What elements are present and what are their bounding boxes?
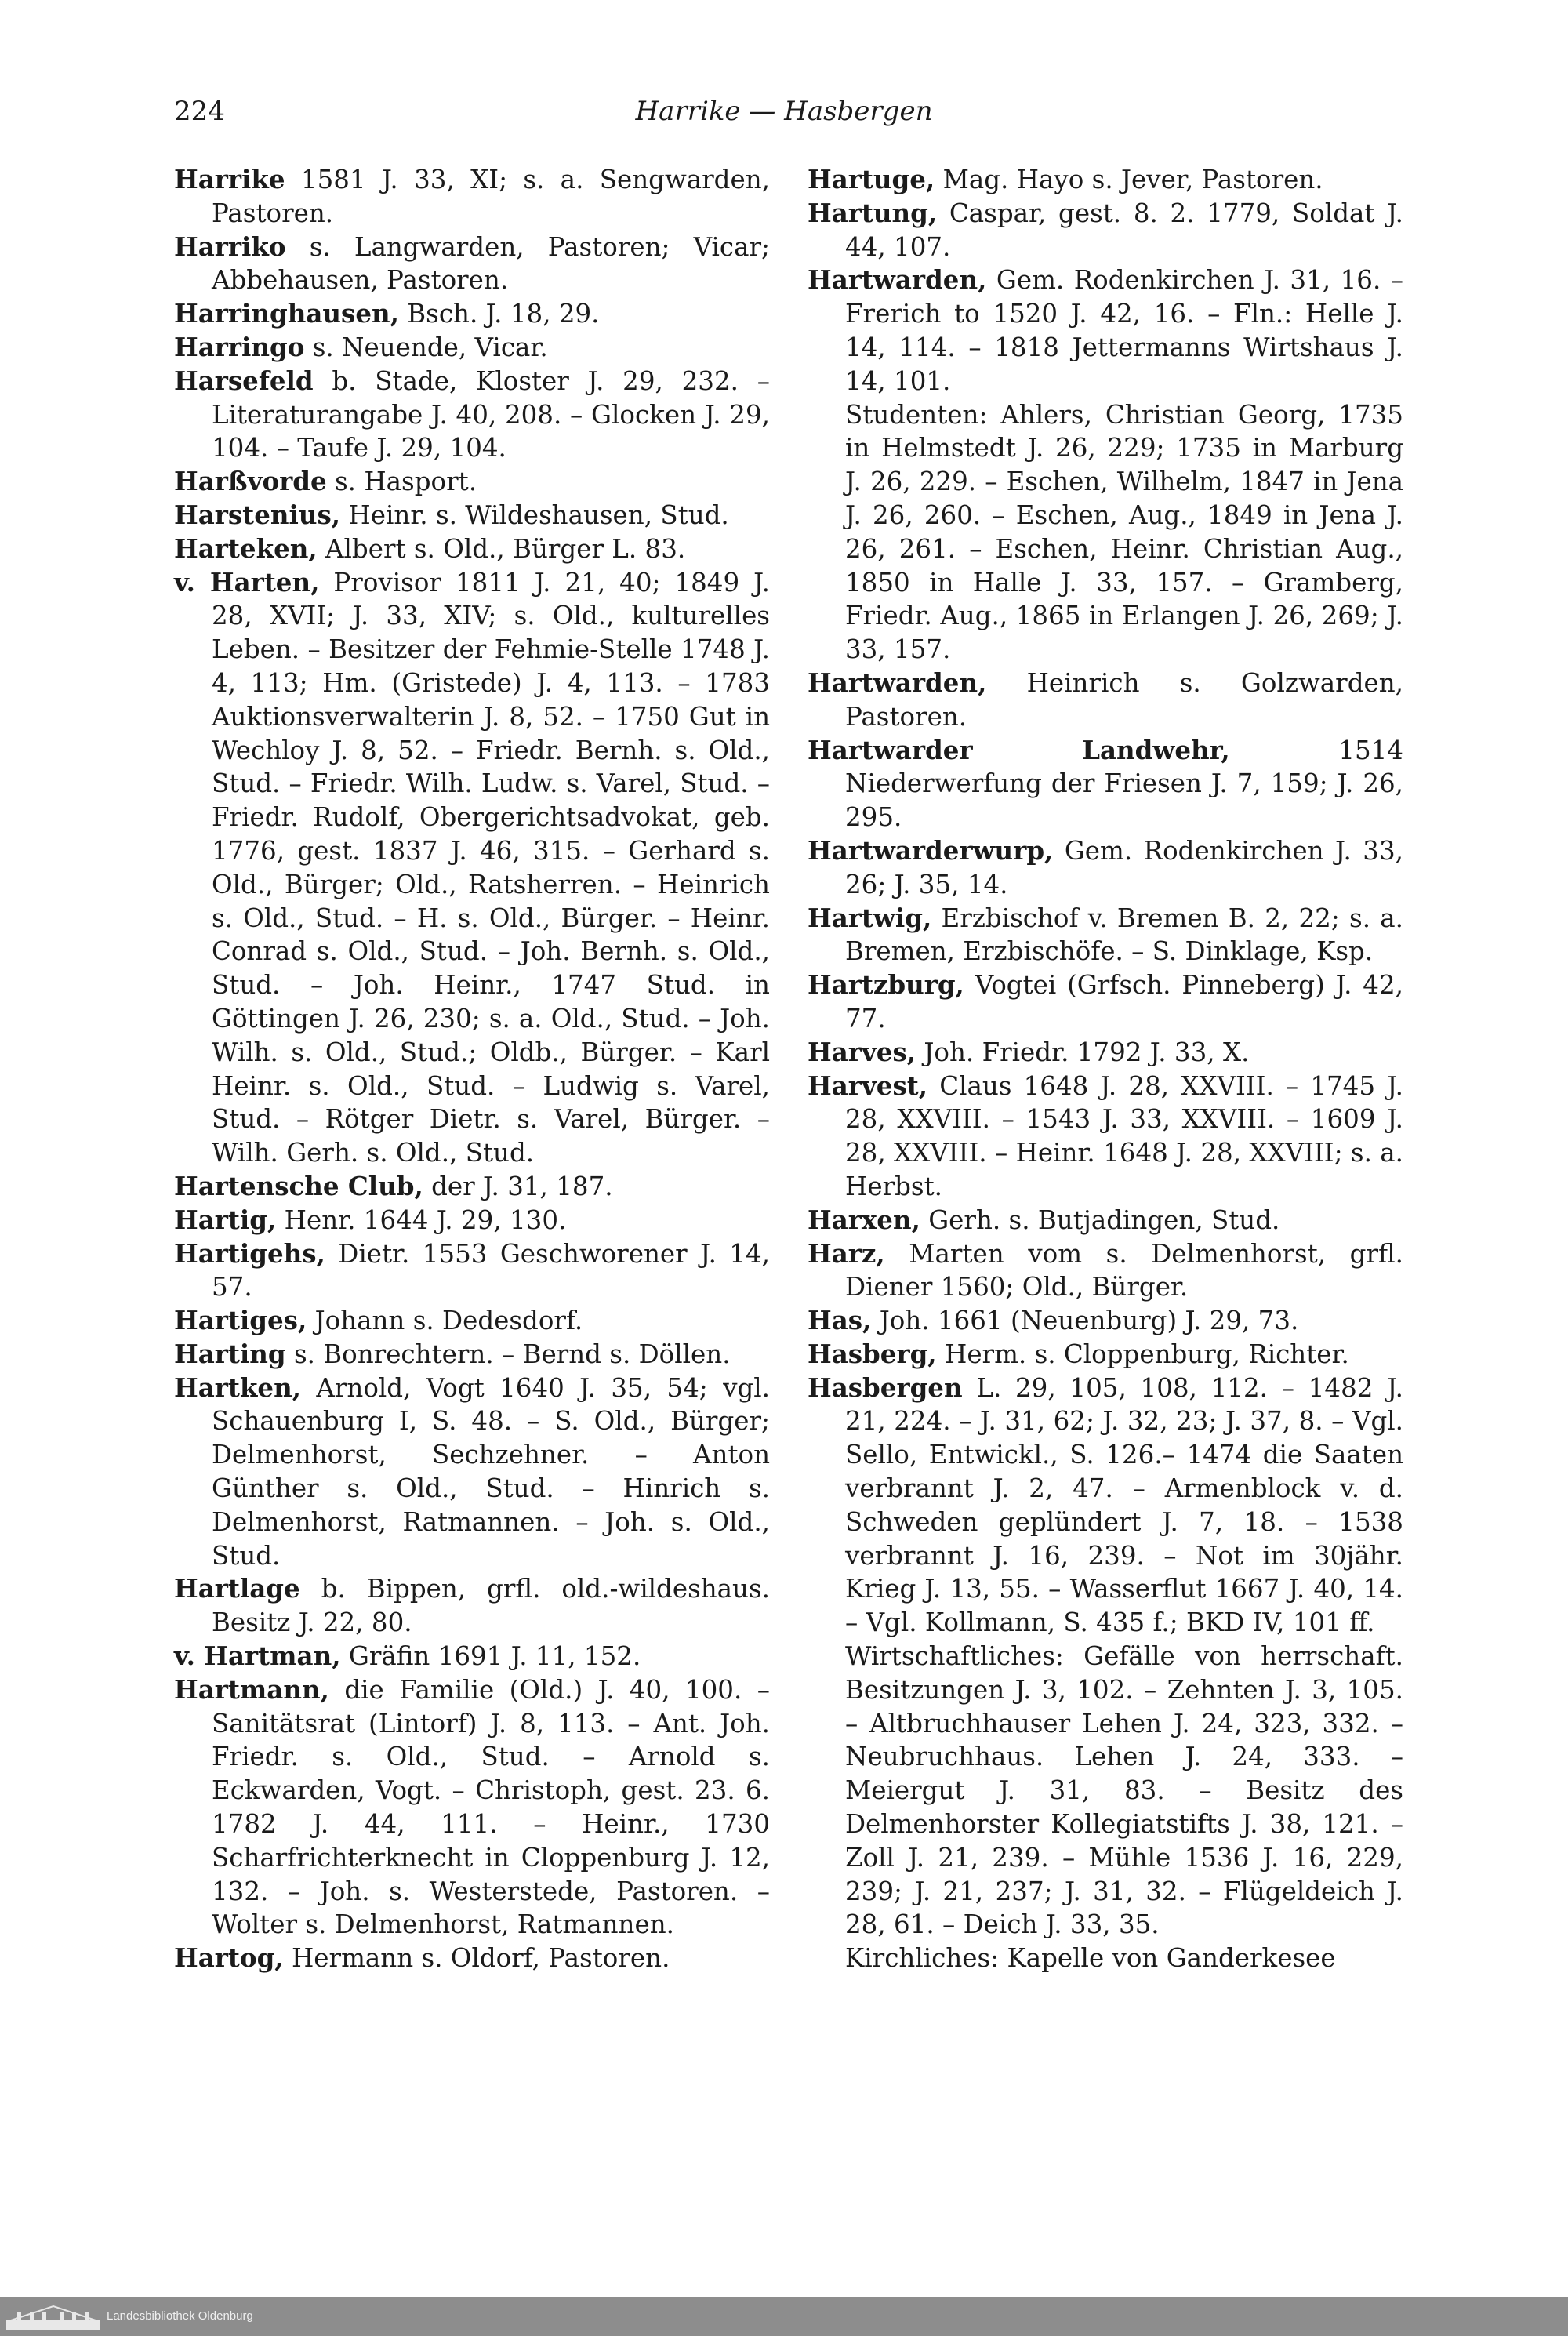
entry-text: Kirchliches: Kapelle von Ganderkesee (845, 1943, 1336, 1974)
entry-text: b. Bippen, grfl. old.-wildeshaus. Besitz J. 22, 80. (212, 1574, 770, 1638)
index-entry (174, 1371, 770, 1573)
entry-headword: Hartog, (174, 1942, 284, 1974)
index-entry (174, 465, 770, 499)
entry-headword: Harting (174, 1338, 286, 1369)
index-entry (174, 231, 770, 298)
entry-headword: Hartung, (808, 197, 938, 228)
entry-text: Bsch. J. 18, 29. (398, 299, 600, 329)
page-number: 224 (174, 96, 225, 127)
entry-text: s. Langwarden, Pastoren; Vicar; Abbehausen, Pastoren. (212, 231, 770, 296)
entry-headword: Harz, (808, 1237, 885, 1269)
entry-text: Heinrich s. Golzwarden, Pastoren. (845, 667, 1403, 732)
index-entry (808, 734, 1403, 834)
index-entry (808, 1036, 1403, 1070)
entry-headword: Hartiges, (174, 1305, 307, 1336)
entry-headword: Harvest, (808, 1070, 928, 1101)
running-title: Harrike — Hasbergen (635, 96, 933, 127)
entry-headword: v. Harten, (174, 566, 320, 598)
entry-text: Albert s. Old., Bürger L. 83. (317, 533, 686, 564)
index-entry (174, 1237, 770, 1305)
entry-text: Gem. Rodenkirchen J. 31, 16. – Frerich to 1520 J. 42, 16. – Fln.: Helle J. 14, 114. – 1818 Jettermanns Wirtshaus J. 14, 101. (845, 265, 1403, 396)
entry-text: Claus 1648 J. 28, XXVIII. – 1745 J. 28, XXVIII. – 1543 J. 33, XXVIII. – 1609 J. 28, XXVIII. – Heinr. 1648 J. 28, XXVIII; s. a. Herbst. (845, 1070, 1403, 1201)
entry-text: Vogtei (Grfsch. Pinneberg) J. 42, 77. (845, 970, 1403, 1034)
entry-headword: Hartigehs, (174, 1237, 325, 1269)
entry-headword: Harringhausen, (174, 298, 399, 329)
library-name: Landesbibliothek Oldenburg (107, 2309, 253, 2323)
index-entry (808, 163, 1403, 197)
entry-text: Caspar, gest. 8. 2. 1779, Soldat J. 44, 107. (845, 198, 1403, 262)
index-entry (808, 1942, 1403, 1975)
entry-text: Johann s. Dedesdorf. (307, 1306, 583, 1336)
entry-headword: Hartensche Club, (174, 1170, 423, 1201)
index-entry (174, 1572, 770, 1640)
left-column (174, 163, 770, 1975)
index-entry (808, 968, 1403, 1036)
entry-text: Hermann s. Oldorf, Pastoren. (283, 1943, 670, 1974)
entry-headword: Hasbergen (808, 1371, 963, 1403)
entry-text: Gerh. s. Butjadingen, Stud. (920, 1204, 1280, 1235)
entry-text: Herm. s. Cloppenburg, Richter. (936, 1339, 1349, 1369)
entry-text: Arnold, Vogt 1640 J. 35, 54; vgl. Schauenburg I, S. 48. – S. Old., Bürger; Delmenhorst, Sechzehner. – Anton Günther s. Old., Stud. – Hinrich s. Delmenhorst, Ratmannen. – Joh. s. Old., Stud. (212, 1372, 770, 1571)
index-entry (808, 398, 1403, 667)
entry-text: Henr. 1644 J. 29, 130. (276, 1204, 567, 1235)
entry-headword: Harriko (174, 231, 286, 262)
entry-text: Studenten: Ahlers, Christian Georg, 1735 in Helmstedt J. 26, 229; 1735 in Marburg J. 26, 229. – Eschen, Wilhelm, 1847 in Jena J. 26, 260. – Eschen, Aug., 1849 in Jena J. 26, 261. – Eschen, Heinr. Christian Aug., 1850 in Halle J. 33, 157. – Gramberg, Friedr. Aug., 1865 in Erlangen J. 26, 269; J. 33, 157. (845, 399, 1403, 665)
entry-text: L. 29, 105, 108, 112. – 1482 J. 21, 224. – J. 31, 62; J. 32, 23; J. 37, 8. – Vgl. Sello, Entwickl., S. 126.– 1474 die Saaten verbrannt J. 2, 47. – Armenblock v. d. Schweden geplündert J. 7, 18. – 1538 verbrannt J. 16, 239. – Not im 30jähr. Krieg J. 13, 55. – Wasserflut 1667 J. 40, 14. – Vgl. Kollmann, S. 435 f.; BKD IV, 101 ff. (845, 1372, 1403, 1638)
entry-text: Wirtschaftliches: Gefälle von herrschaft. Besitzungen J. 3, 102. – Zehnten J. 3, 105. – Altbruchhauser Lehen J. 24, 323, 332. – Neubruchhaus. Lehen J. 24, 333. – Meiergut J. 31, 83. – Besitz des Delmenhorster Kollegiatstifts J. 38, 121. – Zoll J. 21, 239. – Mühle 1536 J. 16, 229, 239; J. 21, 237; J. 31, 32. – Flügeldeich J. 28, 61. – Deich J. 33, 35. (845, 1641, 1403, 1940)
index-entry (808, 1338, 1403, 1371)
entry-text: 1581 J. 33, XI; s. a. Sengwarden, Pastoren. (212, 165, 770, 228)
index-entry (174, 1640, 770, 1673)
entry-text: b. Stade, Kloster J. 29, 232. – Literaturangabe J. 40, 208. – Glocken J. 29, 104. – Taufe J. 29, 104. (212, 365, 770, 463)
entry-headword: Hartig, (174, 1204, 277, 1235)
entry-headword: Harxen, (808, 1204, 920, 1235)
index-entry (808, 1640, 1403, 1942)
entry-text: Provisor 1811 J. 21, 40; 1849 J. 28, XVII; J. 33, XIV; s. Old., kulturelles Leben. – Besitzer der Fehmie-Stelle 1748 J. 4, 113; Hm. (Gristede) J. 4, 113. – 1783 Auktionsverwalterin J. 8, 52. – 1750 Gut in Wechloy J. 8, 52. – Friedr. Bernh. s. Old., Stud. – Friedr. Wilh. Ludw. s. Varel, Stud. – Friedr. Rudolf, Obergerichtsadvokat, geb. 1776, gest. 1837 J. 46, 315. – Gerhard s. Old., Bürger; Old., Ratsherren. – Heinrich s. Old., Stud. – H. s. Old., Bürger. – Heinr. Conrad s. Old., Stud. – Joh. Bernh. s. Old., Stud. – Joh. Heinr., 1747 Stud. in Göttingen J. 26, 230; s. a. Old., Stud. – Joh. Wilh. s. Old., Stud.; Oldb., Bürger. – Karl Heinr. s. Old., Stud. – Ludwig s. Varel, Stud. – Rötger Dietr. s. Varel, Bürger. – Wilh. Gerh. s. Old., Stud. (212, 567, 770, 1168)
index-entry (808, 1371, 1403, 1640)
entry-headword: Hasberg, (808, 1338, 937, 1369)
entry-headword: Hartzburg, (808, 969, 964, 1001)
right-column (808, 163, 1403, 1975)
entry-headword: Hartmann, (174, 1673, 329, 1705)
index-entry (174, 499, 770, 532)
entry-headword: Hartwarder Landwehr, (808, 734, 1230, 765)
entry-text: Mag. Hayo s. Jever, Pastoren. (935, 165, 1323, 194)
index-entry (174, 297, 770, 331)
index-entry (808, 197, 1403, 264)
index-entry (808, 1237, 1403, 1305)
entry-text: Dietr. 1553 Geschworener J. 14, 57. (212, 1238, 770, 1302)
entry-text: Gräfin 1691 J. 11, 152. (340, 1641, 641, 1672)
entry-headword: Harrike (174, 164, 285, 194)
entry-headword: Has, (808, 1305, 872, 1336)
index-entry (174, 1204, 770, 1237)
index-entry (174, 163, 770, 231)
entry-text: Marten vom s. Delmenhorst, grfl. Diener 1560; Old., Bürger. (845, 1238, 1403, 1302)
page-header (0, 96, 1568, 143)
entry-headword: Hartwarden, (808, 264, 987, 296)
entry-headword: Hartwarderwurp, (808, 834, 1054, 866)
index-entry (808, 902, 1403, 969)
entry-text: Gem. Rodenkirchen J. 33, 26; J. 35, 14. (845, 835, 1403, 899)
entry-headword: Hartuge, (808, 164, 935, 194)
index-entry (174, 566, 770, 1170)
entry-text: Heinr. s. Wildeshausen, Stud. (340, 500, 729, 530)
entry-headword: v. Hartman, (174, 1640, 341, 1672)
entry-headword: Harstenius, (174, 499, 341, 530)
entry-text: Erzbischof v. Bremen B. 2, 22; s. a. Bremen, Erzbischöfe. – S. Dinklage, Ksp. (845, 903, 1403, 967)
entry-headword: Harßvorde (174, 466, 327, 497)
entry-headword: Harteken, (174, 532, 318, 564)
entry-headword: Hartlage (174, 1573, 300, 1604)
index-entry (174, 1942, 770, 1975)
index-entry (174, 1338, 770, 1371)
index-entry (808, 1204, 1403, 1237)
index-entry (174, 331, 770, 365)
library-building-icon (6, 2303, 100, 2330)
index-entry (174, 1170, 770, 1204)
index-entry (808, 834, 1403, 902)
index-entry (174, 365, 770, 465)
entry-text: Joh. 1661 (Neuenburg) J. 29, 73. (871, 1306, 1299, 1336)
entry-text: Joh. Friedr. 1792 J. 33, X. (916, 1037, 1250, 1067)
entry-text: s. Bonrechtern. – Bernd s. Döllen. (285, 1339, 731, 1369)
entry-text: s. Hasport. (326, 467, 477, 497)
entry-text: 1514 Niederwerfung der Friesen J. 7, 159; J. 26, 295. (845, 735, 1403, 833)
index-entry (174, 1304, 770, 1338)
entry-headword: Harsefeld (174, 365, 314, 396)
footer-bar (0, 2297, 1568, 2336)
index-entry (808, 1304, 1403, 1338)
index-entry (174, 1673, 770, 1942)
entry-text: s. Neuende, Vicar. (304, 332, 548, 362)
index-entry (174, 532, 770, 566)
entry-headword: Hartwig, (808, 902, 932, 933)
entry-headword: Harves, (808, 1036, 916, 1067)
entry-headword: Harringo (174, 331, 305, 362)
index-entry (808, 1070, 1403, 1204)
entry-headword: Hartken, (174, 1371, 302, 1403)
entry-headword: Hartwarden, (808, 667, 987, 698)
entry-text: die Familie (Old.) J. 40, 100. – Sanitätsrat (Lintorf) J. 8, 113. – Ant. Joh. Friedr. s. Old., Stud. – Arnold s. Eckwarden, Vogt. – Christoph, gest. 23. 6. 1782 J. 44, 111. – Heinr., 1730 Scharfrichterknecht in Cloppenburg J. 12, 132. – Joh. s. Westerstede, Pastoren. – Wolter s. Delmenhorst, Ratmannen. (212, 1674, 770, 1940)
entry-text: der J. 31, 187. (423, 1171, 613, 1201)
index-entry (808, 667, 1403, 734)
index-entry (808, 263, 1403, 398)
